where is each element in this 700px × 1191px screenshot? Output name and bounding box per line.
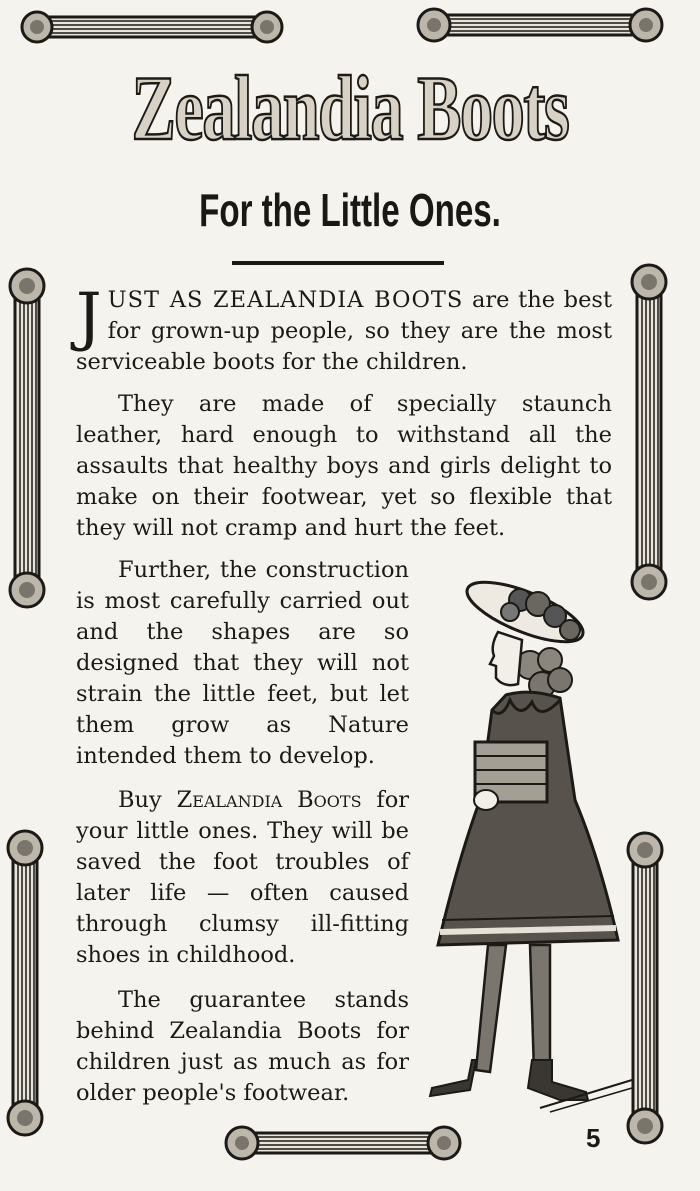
ad-title: Zealandia Boots: [131, 57, 569, 159]
ornament-left-lower-icon: [0, 828, 50, 1138]
paragraph-4-brand: Zealandia Boots: [176, 787, 362, 813]
drop-cap: J: [76, 280, 102, 354]
ornament-bottom-icon: [222, 1122, 464, 1164]
paragraph-1: [76, 280, 612, 378]
ad-subtitle: For the Little Ones.: [199, 184, 501, 236]
girl-in-bonnet-illustration-icon: [410, 560, 640, 1120]
heading-rule: [232, 261, 444, 265]
paragraph-4: [76, 785, 409, 971]
paragraph-4-start: Buy: [118, 787, 177, 813]
page-number: 5: [586, 1123, 601, 1153]
ornament-top-right-icon: [414, 4, 666, 46]
paragraph-3: Further, the construction is most carefully carried out and the shapes are so designed that they will not strain the little feet, but let them grow as Nature intended them to develop.: [76, 557, 409, 769]
ornament-top-left-icon: [18, 8, 286, 46]
ornament-left-upper-icon: [2, 266, 52, 610]
paragraph-1-caps: UST AS ZEALANDIA BOOTS: [107, 287, 464, 313]
paragraph-2: They are made of specially staunch leather, hard enough to withstand all the assaults that healthy boys and girls delight to make on their footwear, yet so flexible that they will not cramp and hurt the feet.: [76, 391, 612, 541]
paragraph-1-text: are the best for grown-up people, so they are the most serviceable boots for the children.: [76, 287, 612, 375]
paragraph-5: The guarantee stands behind Zealandia Boots for children just as much as for older people's footwear.: [76, 987, 409, 1106]
paragraph-4-text: for your little ones. They will be saved the foot troubles of later life — often caused through clumsy ill-fitting shoes in childhood.: [76, 787, 409, 968]
ornament-right-upper-icon: [624, 262, 674, 602]
